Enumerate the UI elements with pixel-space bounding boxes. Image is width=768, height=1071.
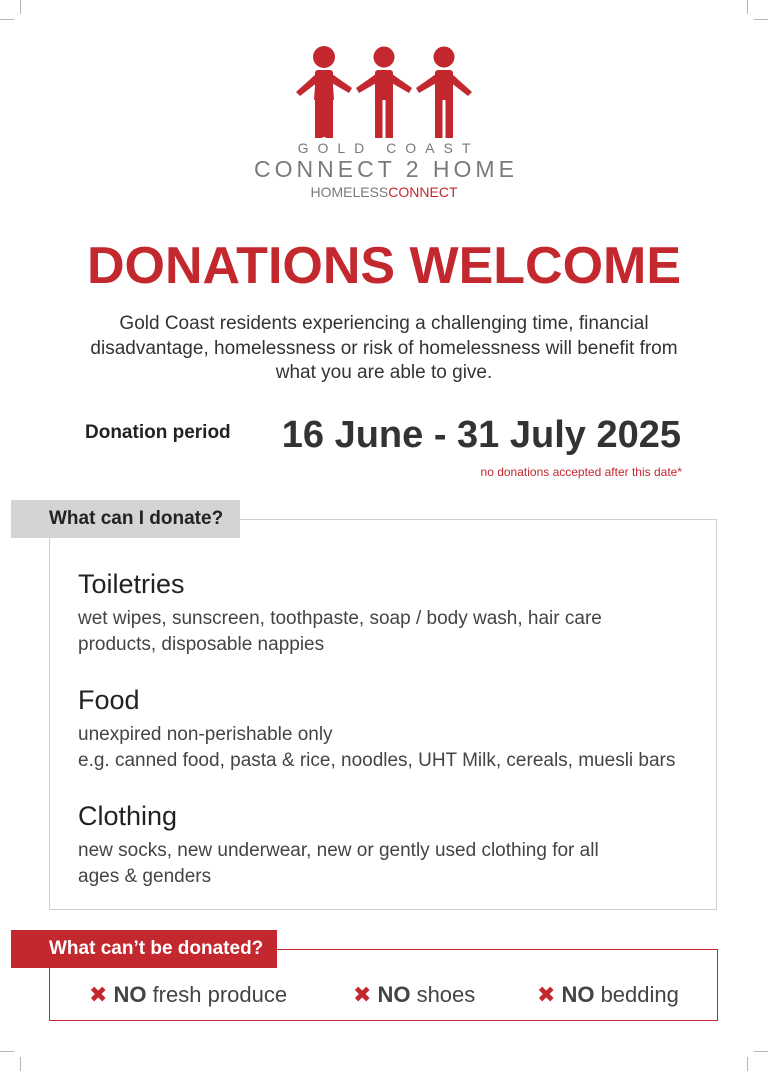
category-title: Food bbox=[78, 685, 140, 715]
no-bedding bbox=[537, 982, 679, 1008]
cannot-donate-tab: What can’t be donated? bbox=[11, 930, 277, 968]
crop-mark bbox=[0, 19, 14, 20]
category-clothing bbox=[78, 800, 599, 890]
cross-icon: ✖ bbox=[537, 982, 556, 1007]
category-food bbox=[78, 684, 675, 774]
no-label: NO bbox=[377, 982, 411, 1007]
crop-mark bbox=[0, 1051, 14, 1052]
category-description-line: products, disposable nappies bbox=[78, 634, 325, 655]
cross-icon: ✖ bbox=[353, 982, 372, 1007]
donation-period-note: no donations accepted after this date* bbox=[480, 465, 682, 479]
no-label: NO bbox=[561, 982, 595, 1007]
people-chain-logo-icon bbox=[294, 44, 474, 138]
logo bbox=[0, 44, 768, 201]
crop-mark bbox=[747, 1057, 748, 1071]
brand-subname-grey: HOMELESS bbox=[310, 184, 389, 200]
category-description bbox=[78, 606, 602, 658]
category-description-line: unexpired non-perishable only bbox=[78, 724, 333, 745]
crop-mark bbox=[20, 0, 21, 14]
no-item-text: shoes bbox=[416, 982, 476, 1007]
intro-text: Gold Coast residents experiencing a challenging time, financial disadvantage, homelessness or risk of homelessness will benefit from what you are able to give. bbox=[90, 313, 678, 383]
no-label: NO bbox=[113, 982, 147, 1007]
page-title: DONATIONS WELCOME bbox=[86, 237, 682, 295]
crop-mark bbox=[747, 0, 748, 14]
category-description bbox=[78, 838, 599, 890]
no-shoes bbox=[353, 982, 475, 1008]
category-title: Toiletries bbox=[78, 569, 185, 599]
category-description-line: e.g. canned food, pasta & rice, noodles, UHT Milk, cereals, muesli bars bbox=[78, 750, 676, 771]
no-item-text: bedding bbox=[600, 982, 679, 1007]
brand-name: CONNECT 2 HOME bbox=[254, 156, 518, 182]
crop-mark bbox=[20, 1057, 21, 1071]
can-donate-tab: What can I donate? bbox=[11, 500, 240, 538]
brand-subname bbox=[0, 183, 768, 201]
category-title: Clothing bbox=[78, 801, 178, 831]
brand-subname-red: CONNECT bbox=[388, 184, 458, 200]
crop-mark bbox=[754, 1051, 768, 1052]
category-description-line: wet wipes, sunscreen, toothpaste, soap / body wash, hair care bbox=[78, 608, 602, 629]
crop-mark bbox=[754, 19, 768, 20]
category-description-line: ages & genders bbox=[78, 866, 212, 887]
no-fresh-produce bbox=[89, 982, 287, 1008]
cross-icon: ✖ bbox=[89, 982, 108, 1007]
donation-period-label: Donation period bbox=[85, 422, 231, 443]
no-item-text: fresh produce bbox=[152, 982, 288, 1007]
category-description-line: new socks, new underwear, new or gently used clothing for all bbox=[78, 840, 599, 861]
category-toiletries bbox=[78, 568, 602, 658]
brand-location: GOLD COAST bbox=[297, 140, 480, 156]
category-description bbox=[78, 722, 675, 774]
donation-period-dates: 16 June - 31 July 2025 bbox=[281, 414, 681, 456]
